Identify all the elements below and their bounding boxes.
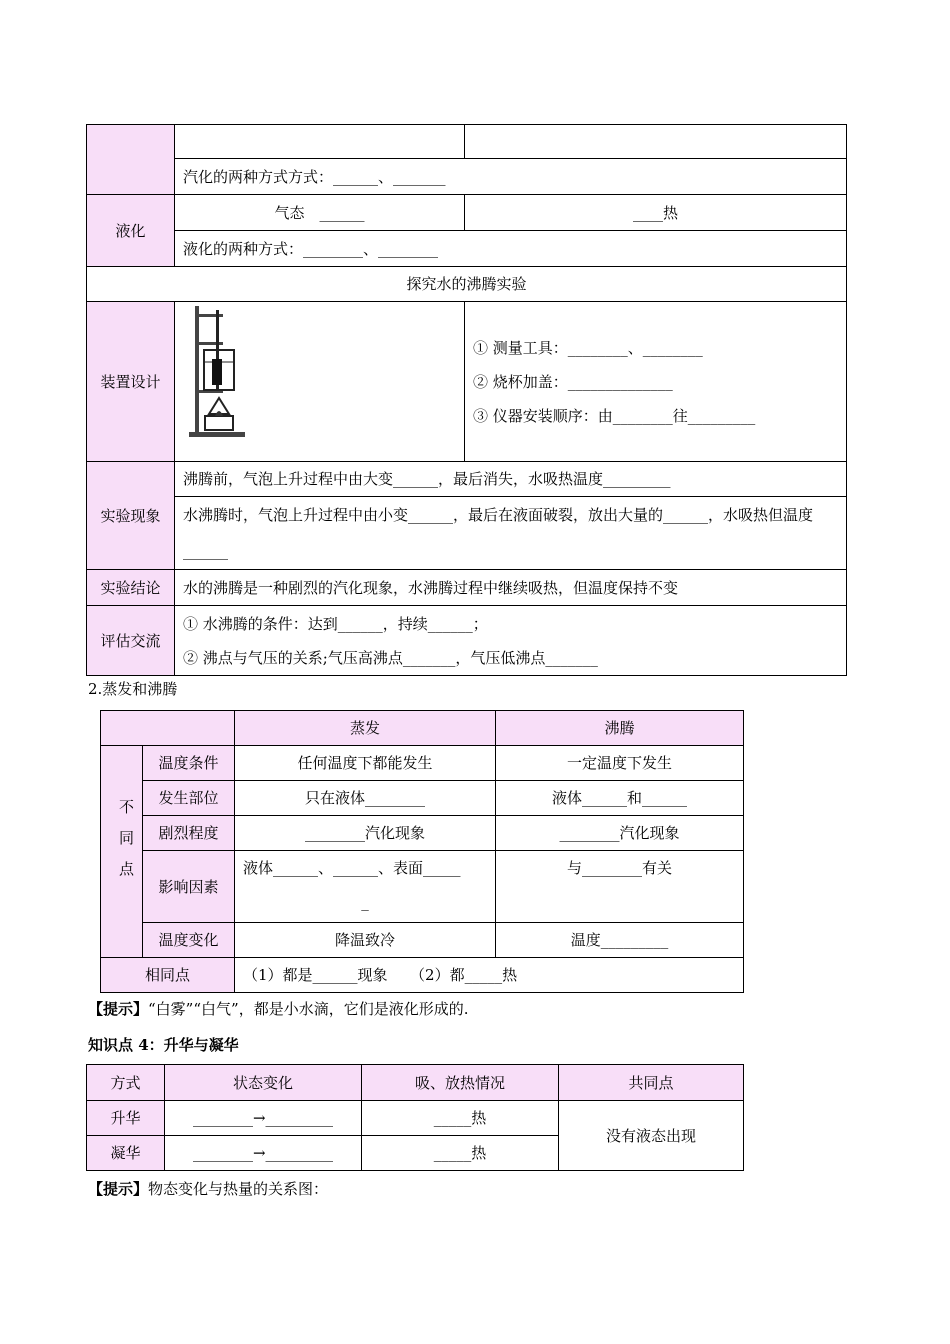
apparatus-image-cell [175, 302, 465, 462]
state-change: ________→_________ [165, 1101, 362, 1136]
device-items-cell [465, 302, 847, 462]
device-item: ① 测量工具：________、________ [473, 338, 703, 357]
device-item: ③ 仪器安装顺序：由________往_________ [473, 406, 756, 425]
header-heat: 吸、放热情况 [362, 1065, 559, 1101]
phenomena-during: 水沸腾时，气泡上升过程中由小变______，最后在液面破裂，放出大量的______，水吸热但温度______ [175, 497, 847, 570]
tip-label: 【提示】 [88, 1000, 149, 1018]
liquefaction-label: 液化 [87, 195, 175, 267]
evaluation-item: ② 沸点与气压的关系;气压高沸点_______，气压低沸点_______ [183, 648, 598, 667]
tip-2 [88, 1178, 328, 1199]
liquefaction-heat: ____热 [465, 195, 847, 231]
header-common: 共同点 [559, 1065, 744, 1101]
evaporation-cell: 任何温度下都能发生 [235, 746, 496, 781]
boiling-cell: 一定温度下发生 [496, 746, 744, 781]
state-change: ________→_________ [165, 1136, 362, 1171]
header-mode: 方式 [87, 1065, 165, 1101]
phenomena-label: 实验现象 [87, 462, 175, 570]
tip-text: “白雾”“白气”，都是小水滴，它们是液化形成的. [148, 1000, 469, 1018]
evaporation-boiling-table [100, 710, 744, 993]
device-item: ② 烧杯加盖：______________ [473, 372, 673, 391]
evaluation-items-cell [175, 606, 847, 676]
sublimation-table [86, 1064, 744, 1171]
empty-cell [465, 125, 847, 159]
heat-exchange: _____热 [362, 1136, 559, 1171]
header-boiling: 沸腾 [496, 711, 744, 746]
same-text: （1）都是______现象 （2）都_____热 [235, 958, 744, 993]
header-change: 状态变化 [165, 1065, 362, 1101]
evaporation-cell [235, 851, 496, 923]
evaluation-item: ① 水沸腾的条件：达到______，持续______； [183, 614, 488, 633]
liquefaction-state: 气态 ______ [175, 195, 465, 231]
header-evaporation: 蒸发 [235, 711, 496, 746]
row-label: 温度变化 [143, 923, 235, 958]
evaporation-cell: 只在液体________ [235, 781, 496, 816]
conclusion-text: 水的沸腾是一种剧烈的汽化现象，水沸腾过程中继续吸热，但温度保持不变 [175, 570, 847, 606]
row-label: 剧烈程度 [143, 816, 235, 851]
conclusion-label: 实验结论 [87, 570, 175, 606]
boiling-cell: ________汽化现象 [496, 816, 744, 851]
vaporization-label-cell [87, 125, 175, 195]
tip-text: 物态变化与热量的关系图： [148, 1180, 329, 1198]
row-label: 温度条件 [143, 746, 235, 781]
same-label: 相同点 [101, 958, 235, 993]
liquefaction-methods: 液化的两种方式：________、________ [175, 231, 847, 267]
boiling-cell: 与________有关 [496, 851, 744, 923]
evaporation-factors-overflow: _ [361, 893, 369, 911]
heat-exchange: _____热 [362, 1101, 559, 1136]
header-empty [101, 711, 235, 746]
row-label: 发生部位 [143, 781, 235, 816]
evaporation-factors: 液体______、______、表面_____ [243, 859, 461, 877]
evaluation-label: 评估交流 [87, 606, 175, 676]
common-point: 没有液态出现 [559, 1101, 744, 1171]
empty-cell [175, 125, 465, 159]
difference-label-cell [101, 746, 143, 958]
phenomena-before: 沸腾前，气泡上升过程中由大变______，最后消失，水吸热温度_________ [175, 462, 847, 497]
device-label: 装置设计 [87, 302, 175, 462]
boiling-cell: 液体______和______ [496, 781, 744, 816]
experiment-title: 探究水的沸腾实验 [87, 267, 847, 302]
row-label: 影响因素 [143, 851, 235, 923]
section-4-title: 知识点 4：升华与凝华 [88, 1036, 239, 1054]
boiling-apparatus-illustration [187, 304, 247, 439]
difference-label: 不同点 [117, 799, 135, 892]
tip-1 [88, 998, 468, 1019]
boiling-experiment-table [86, 124, 847, 676]
tip-label: 【提示】 [88, 1180, 149, 1198]
mode-label: 升华 [87, 1101, 165, 1136]
section-2-title: 2.蒸发和沸腾 [88, 680, 178, 698]
evaporation-cell: 降温致冷 [235, 923, 496, 958]
vaporization-methods: 汽化的两种方式方式：______、_______ [175, 159, 847, 195]
evaporation-cell: ________汽化现象 [235, 816, 496, 851]
boiling-cell: 温度_________ [496, 923, 744, 958]
mode-label: 凝华 [87, 1136, 165, 1171]
